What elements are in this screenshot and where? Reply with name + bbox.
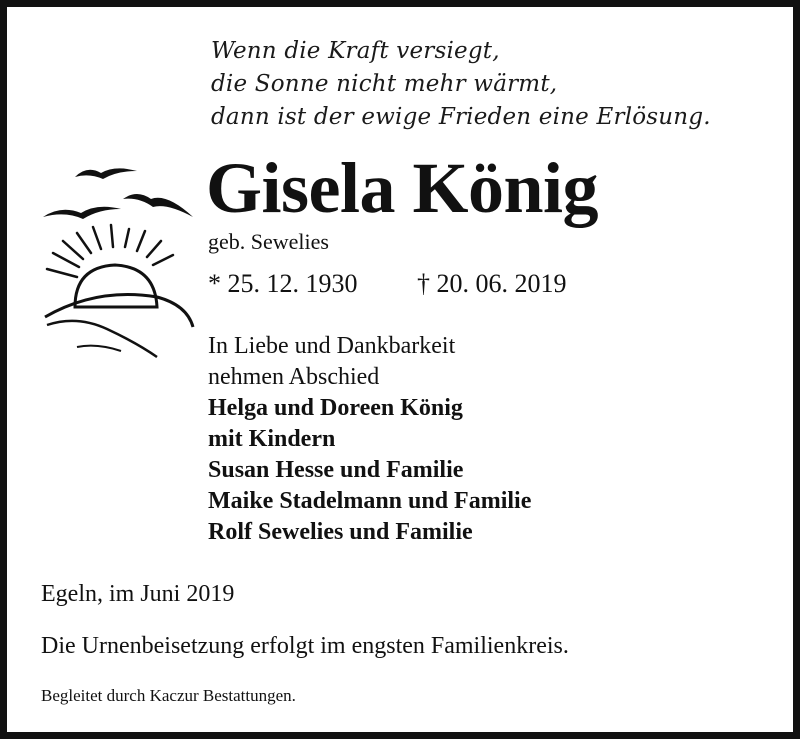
death-date: † 20. 06. 2019: [417, 269, 567, 298]
farewell-text: [208, 331, 455, 393]
farewell-line: In Liebe und Dankbarkeit: [208, 333, 456, 359]
mourners-list: [208, 393, 531, 548]
burial-note: Die Urnenbeisetzung erfolgt im engsten Familienkreis.: [41, 633, 569, 659]
birth-date: * 25. 12. 1930: [208, 269, 358, 298]
place-date: Egeln, im Juni 2019: [41, 581, 235, 607]
birds-sunset-icon: [37, 157, 197, 367]
mourner: Susan Hesse und Familie: [208, 457, 464, 483]
mourner: mit Kindern: [208, 426, 336, 452]
poem-line: die Sonne nicht mehr wärmt,: [211, 71, 558, 97]
mourner: Maike Stadelmann und Familie: [208, 488, 532, 514]
birth-name: geb. Sewelies: [208, 229, 329, 254]
poem: [211, 35, 711, 134]
mourner: Helga und Doreen König: [208, 395, 463, 421]
poem-line: Wenn die Kraft versiegt,: [211, 38, 500, 64]
undertaker-note: Begleitet durch Kaczur Bestattungen.: [41, 686, 296, 705]
poem-line: dann ist der ewige Frieden eine Erlösung.: [211, 104, 711, 130]
mourner: Rolf Sewelies und Familie: [208, 519, 473, 545]
deceased-name: Gisela König: [206, 148, 599, 228]
farewell-line: nehmen Abschied: [208, 364, 380, 390]
